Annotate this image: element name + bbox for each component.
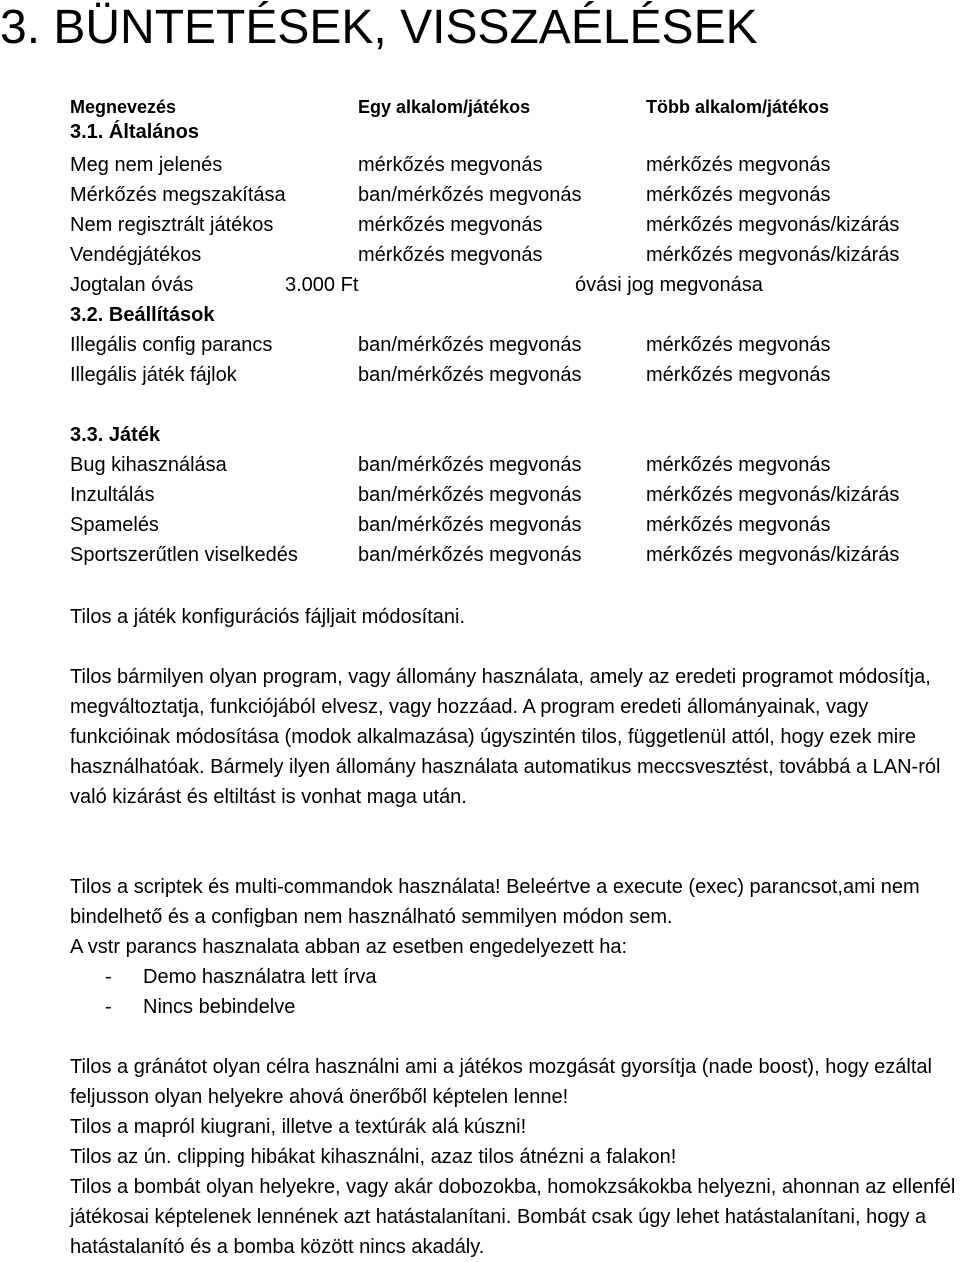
cell-name: Meg nem jelenés: [70, 154, 223, 176]
paragraph-grenade: Tilos a gránátot olyan célra használni ami a játékos mozgását gyorsítja (nade boost), hogy ezáltal feljusson olyan helyekre ahová önerőből képtelen lenne!: [70, 1056, 932, 1108]
cell-name: Nem regisztrált játékos: [70, 214, 274, 236]
cell-name: Spamelés: [70, 514, 159, 536]
cell-single: ban/mérkőzés megvonás: [358, 364, 582, 386]
list-item: [105, 962, 376, 992]
list-item-text: Nincs bebindelve: [143, 996, 296, 1018]
cell-name: Jogtalan óvás: [70, 274, 194, 296]
cell-name: Illegális játék fájlok: [70, 364, 237, 386]
cell-single: ban/mérkőzés megvonás: [358, 454, 582, 476]
section-title-general: 3.1. Általános: [70, 121, 199, 143]
cell-multiple: óvási jog megvonása: [575, 274, 763, 296]
list-item-text: Demo használatra lett írva: [143, 966, 377, 988]
paragraph-vstr: A vstr parancs hasznalata abban az esetben engedelyezett ha:: [70, 936, 628, 958]
cell-multiple: mérkőzés megvonás/kizárás: [646, 544, 900, 566]
cell-multiple: mérkőzés megvonás: [646, 184, 831, 206]
cell-single: mérkőzés megvonás: [358, 154, 543, 176]
paragraph-bomb: Tilos a bombát olyan helyekre, vagy akár dobozokba, homokzsákokba helyezni, ahonnan az ellenfél játékosai képtelenek lennének azt hatástalanítani. Bombát csak úgy lehet hatástalanítani, hogy a hatástalanító és a bomba között nincs akadály.: [70, 1176, 956, 1258]
cell-multiple: mérkőzés megvonás: [646, 364, 831, 386]
list-item: [105, 992, 295, 1022]
paragraph-config-files: Tilos a játék konfigurációs fájljait módosítani.: [70, 606, 465, 628]
header-name: Megnevezés: [70, 97, 177, 117]
cell-multiple: mérkőzés megvonás: [646, 334, 831, 356]
cell-multiple: mérkőzés megvonás/kizárás: [646, 214, 900, 236]
cell-single: ban/mérkőzés megvonás: [358, 334, 582, 356]
cell-name: Bug kihasználása: [70, 454, 227, 476]
cell-name: Sportszerűtlen viselkedés: [70, 544, 298, 566]
paragraph-scripts: Tilos a scriptek és multi-commandok használata! Beleértve a execute (exec) parancsot,ami nem bindelhető és a configban nem használható semmilyen módon sem.: [70, 876, 920, 928]
bullet-dash: -: [105, 966, 112, 988]
header-multiple: Több alkalom/játékos: [646, 97, 830, 117]
cell-multiple: mérkőzés megvonás: [646, 154, 831, 176]
paragraph-programs: Tilos bármilyen olyan program, vagy állomány használata, amely az eredeti programot módosítja, megváltoztatja, funkciójából elvesz, vagy hozzáad. A program eredeti állományainak, vagy funkcióinak módosítása (modok alkalmazása) úgyszintén tilos, függetlenül attól, hogy ezek mire használhatóak. Bármely ilyen állomány használata automatikus meccsvesztést, továbbá a LAN-ról való kizárást és eltiltást is vonhat maga után.: [70, 666, 941, 808]
paragraph-clipping: Tilos az ún. clipping hibákat kihasználni, azaz tilos átnézni a falakon!: [70, 1146, 677, 1168]
cell-single: 3.000 Ft: [285, 274, 359, 296]
cell-single: mérkőzés megvonás: [358, 244, 543, 266]
cell-name: Vendégjátékos: [70, 244, 202, 266]
cell-single: ban/mérkőzés megvonás: [358, 514, 582, 536]
section-title-settings: 3.2. Beállítások: [70, 304, 215, 326]
page-title: 3. BÜNTETÉSEK, VISSZAÉLÉSEK: [0, 1, 758, 54]
cell-name: Illegális config parancs: [70, 334, 273, 356]
section-title-game: 3.3. Játék: [70, 424, 161, 446]
cell-single: ban/mérkőzés megvonás: [358, 184, 582, 206]
cell-single: ban/mérkőzés megvonás: [358, 484, 582, 506]
cell-name: Mérkőzés megszakítása: [70, 184, 286, 206]
cell-multiple: mérkőzés megvonás: [646, 514, 831, 536]
header-single: Egy alkalom/játékos: [358, 97, 531, 117]
cell-multiple: mérkőzés megvonás/kizárás: [646, 244, 900, 266]
bullet-dash: -: [105, 996, 112, 1018]
cell-single: mérkőzés megvonás: [358, 214, 543, 236]
cell-single: ban/mérkőzés megvonás: [358, 544, 582, 566]
cell-multiple: mérkőzés megvonás: [646, 454, 831, 476]
cell-name: Inzultálás: [70, 484, 155, 506]
cell-multiple: mérkőzés megvonás/kizárás: [646, 484, 900, 506]
paragraph-map: Tilos a mapról kiugrani, illetve a textúrák alá kúszni!: [70, 1116, 527, 1138]
